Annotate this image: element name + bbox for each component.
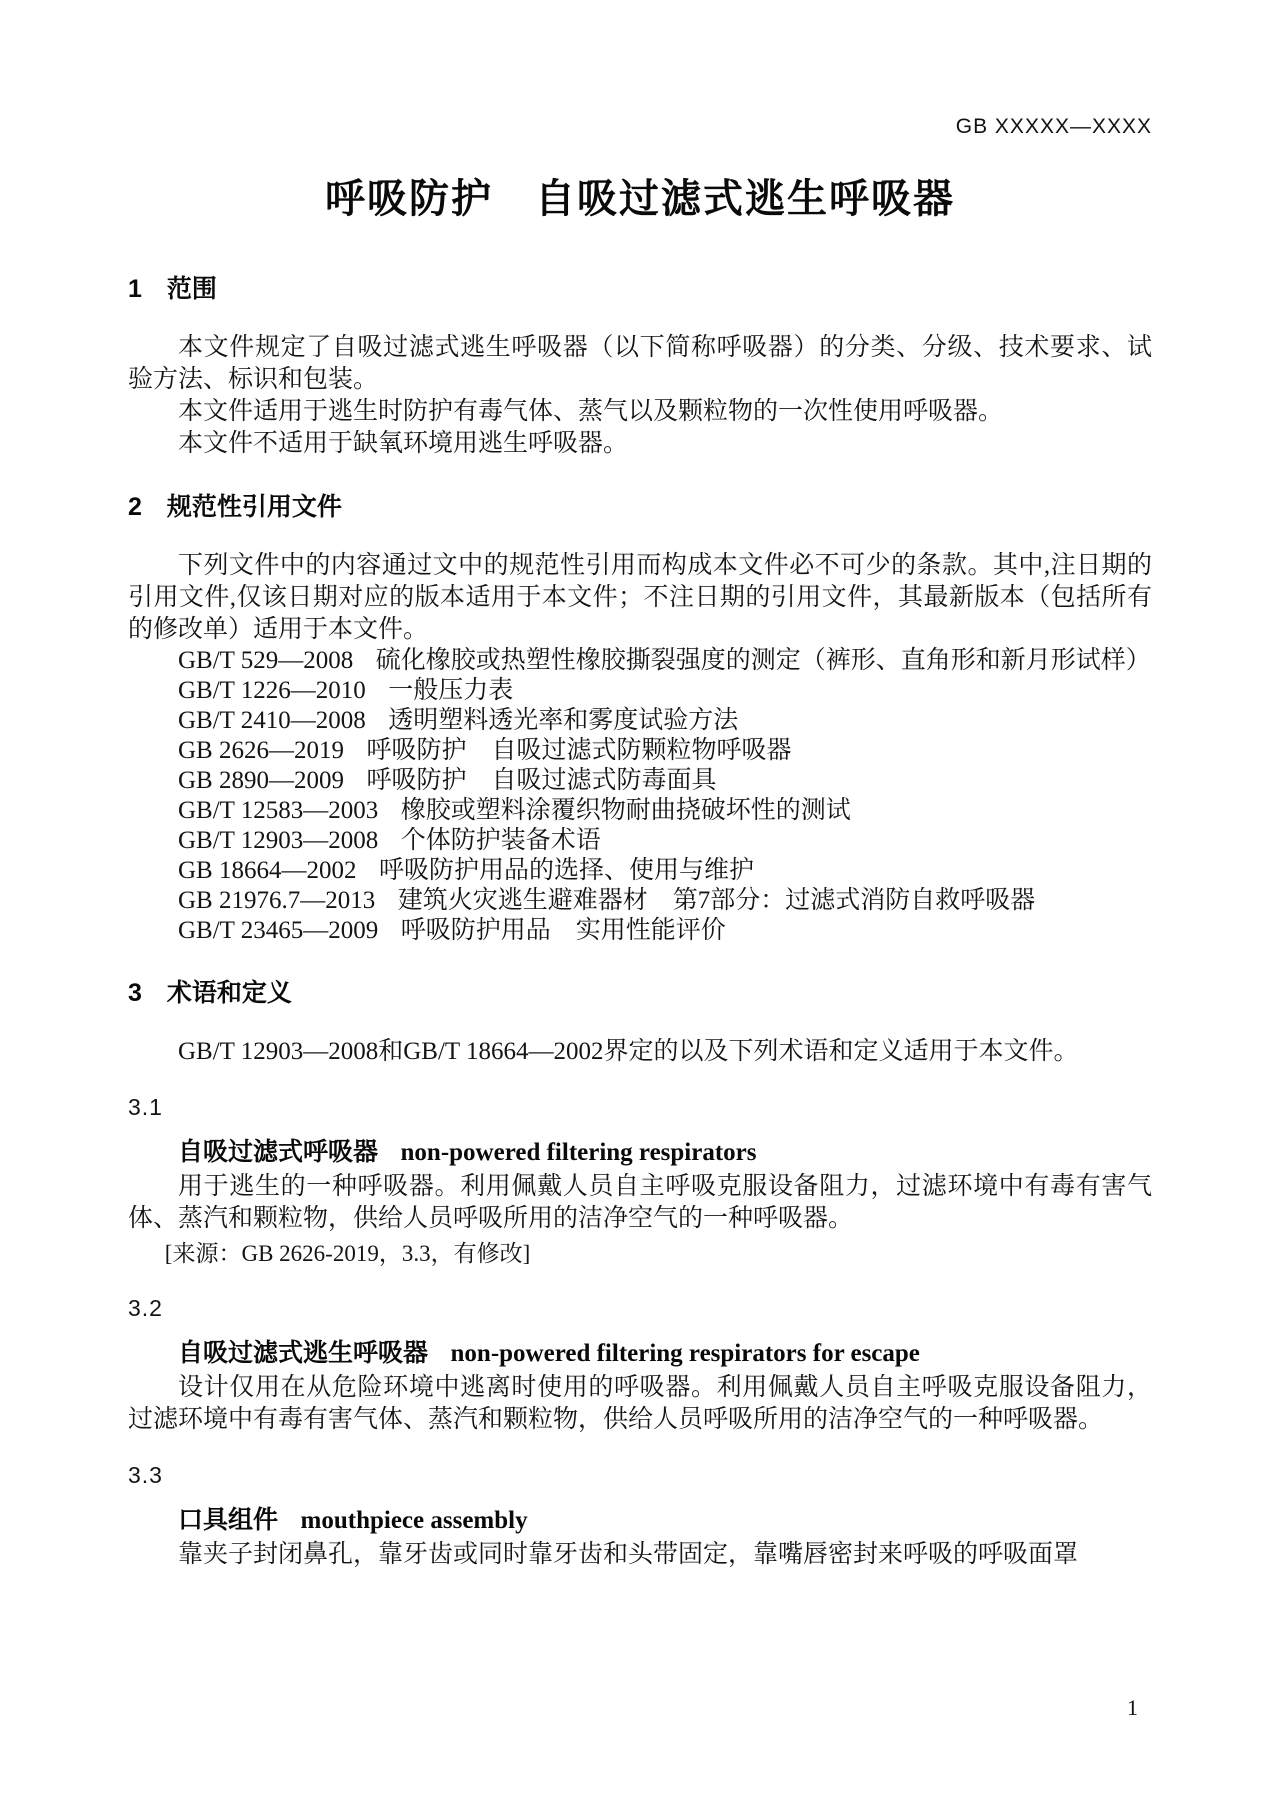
term-zh: 自吸过滤式呼吸器 (178, 1138, 379, 1166)
scope-paragraph: 本文件适用于逃生时防护有毒气体、蒸气以及颗粒物的一次性使用呼吸器。 (178, 398, 1004, 425)
term-heading (128, 1337, 1152, 1370)
reference-item (128, 886, 1152, 916)
term-definition: 用于逃生的一种呼吸器。利用佩戴人员自主呼吸克服设备阻力，过滤环境中有毒有害气体、蒸汽和颗粒物，供给人员呼吸所用的洁净空气的一种呼吸器。 (128, 1173, 1152, 1232)
reference-list (128, 646, 1152, 946)
term-zh: 口具组件 (178, 1506, 279, 1534)
reference-item (128, 916, 1152, 946)
doc-code: GB XXXXX—XXXX (955, 115, 1152, 138)
term-en: non-powered filtering respirators for escape (450, 1340, 920, 1367)
term-number: 3.2 (128, 1295, 163, 1321)
normative-references-intro: 下列文件中的内容通过文中的规范性引用而构成本文件必不可少的条款。其中,注日期的引用文件,仅该日期对应的版本适用于本文件；不注日期的引用文件，其最新版本（包括所有的修改单）适用于本文件。 (128, 552, 1152, 643)
reference-title: 建筑火灾逃生避难器材 第7部分：过滤式消防自救呼吸器 (397, 887, 1036, 914)
term-number: 3.1 (128, 1094, 163, 1120)
term-definition: 设计仅用在从危险环境中逃离时使用的呼吸器。利用佩戴人员自主呼吸克服设备阻力，过滤环境中有毒有害气体、蒸汽和颗粒物，供给人员呼吸所用的洁净空气的一种呼吸器。 (128, 1374, 1152, 1433)
terms-intro: GB/T 12903—2008和GB/T 18664—2002界定的以及下列术语和定义适用于本文件。 (178, 1038, 1079, 1065)
reference-title: 呼吸防护用品 实用性能评价 (400, 917, 726, 944)
term-heading (128, 1136, 1152, 1169)
reference-title: 个体防护装备术语 (400, 827, 601, 854)
reference-item (128, 736, 1152, 766)
term-number: 3.3 (128, 1462, 163, 1488)
page-title: 呼吸防护 自吸过滤式逃生呼吸器 (325, 177, 955, 221)
reference-code: GB/T 23465—2009 (178, 917, 379, 944)
section-heading-scope: 1 范围 (128, 275, 217, 303)
reference-item (128, 826, 1152, 856)
reference-item (128, 706, 1152, 736)
section-heading-terms: 3 术语和定义 (128, 979, 292, 1007)
reference-item (128, 676, 1152, 706)
reference-code: GB 21976.7—2013 (178, 887, 376, 914)
reference-code: GB/T 12583—2003 (178, 797, 379, 824)
page-number: 1 (1127, 1695, 1138, 1720)
reference-code: GB/T 1226—2010 (178, 677, 366, 704)
reference-title: 一般压力表 (388, 677, 514, 704)
reference-item (128, 856, 1152, 886)
scope-paragraph: 本文件规定了自吸过滤式逃生呼吸器（以下简称呼吸器）的分类、分级、技术要求、试验方法、标识和包装。 (128, 334, 1152, 393)
reference-title: 橡胶或塑料涂覆织物耐曲挠破坏性的测试 (400, 797, 851, 824)
reference-title: 呼吸防护 自吸过滤式防颗粒物呼吸器 (366, 737, 792, 764)
reference-code: GB 18664—2002 (178, 857, 357, 884)
reference-title: 呼吸防护用品的选择、使用与维护 (378, 857, 754, 884)
term-en: non-powered filtering respirators (400, 1139, 757, 1166)
reference-code: GB/T 529—2008 (178, 647, 354, 674)
reference-title: 透明塑料透光率和雾度试验方法 (388, 707, 739, 734)
term-definition: 靠夹子封闭鼻孔，靠牙齿或同时靠牙齿和头带固定，靠嘴唇密封来呼吸的呼吸面罩 (178, 1541, 1079, 1568)
reference-item (128, 796, 1152, 826)
term-source: [来源：GB 2626-2019，3.3，有修改] (164, 1241, 531, 1266)
reference-title: 硫化橡胶或热塑性橡胶撕裂强度的测定（裤形、直角形和新月形试样） (375, 647, 1151, 674)
reference-item (128, 646, 1152, 676)
reference-title: 呼吸防护 自吸过滤式防毒面具 (366, 767, 717, 794)
reference-code: GB/T 2410—2008 (178, 707, 366, 734)
scope-paragraph: 本文件不适用于缺氧环境用逃生呼吸器。 (178, 430, 629, 457)
reference-code: GB/T 12903—2008 (178, 827, 379, 854)
term-zh: 自吸过滤式逃生呼吸器 (178, 1339, 429, 1367)
section-heading-normative-references: 2 规范性引用文件 (128, 493, 342, 521)
reference-code: GB 2890—2009 (178, 767, 344, 794)
reference-code: GB 2626—2019 (178, 737, 344, 764)
term-en: mouthpiece assembly (300, 1507, 528, 1534)
term-heading (128, 1504, 1152, 1537)
reference-item (128, 766, 1152, 796)
